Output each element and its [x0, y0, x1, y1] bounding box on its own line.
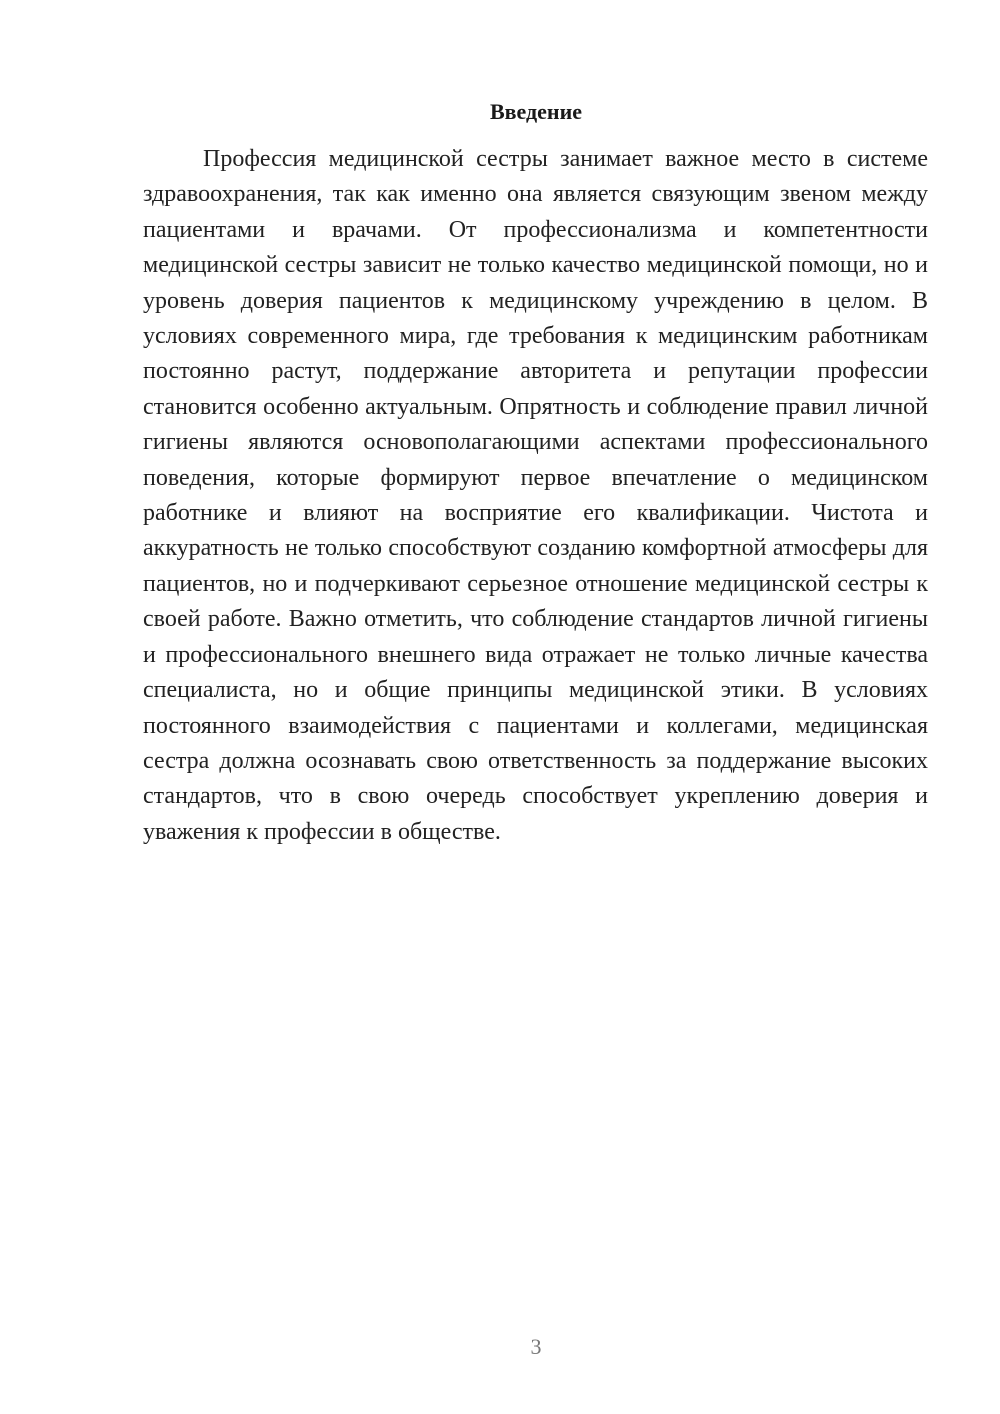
section-title: Введение [489, 99, 583, 124]
page-number: 3 [530, 1334, 542, 1359]
intro-paragraph: Профессия медицинской сестры занимает важное место в системе здравоохранения, так как именно она является связующим звеном между пациентами и врачами. От профессионализма и компетентности медицинской сестры зависит не только качество медицинской помощи, но и уровень доверия пациентов к медицинскому учреждению в целом. В условиях современного мира, где требования к медицинским работникам постоянно растут, поддержание авторитета и репутации профессии становится особенно актуальным. Опрятность и соблюдение правил личной гигиены являются основополагающими аспектами профессионального поведения, которые формируют первое впечатление о медицинском работнике и влияют на восприятие его квалификации. Чистота и аккуратность не только способствуют созданию комфортной атмосферы для пациентов, но и подчеркивают серьезное отношение медицинской сестры к своей работе. Важно отметить, что соблюдение стандартов личной гигиены и профессионального внешнего вида отражает не только личные качества специалиста, но и общие принципы медицинской этики. В условиях постоянного взаимодействия с пациентами и коллегами, медицинская сестра должна осознавать свою ответственность за поддержание высоких стандартов, что в свою очередь способствует укреплению доверия и уважения к профессии в обществе. [143, 146, 928, 845]
